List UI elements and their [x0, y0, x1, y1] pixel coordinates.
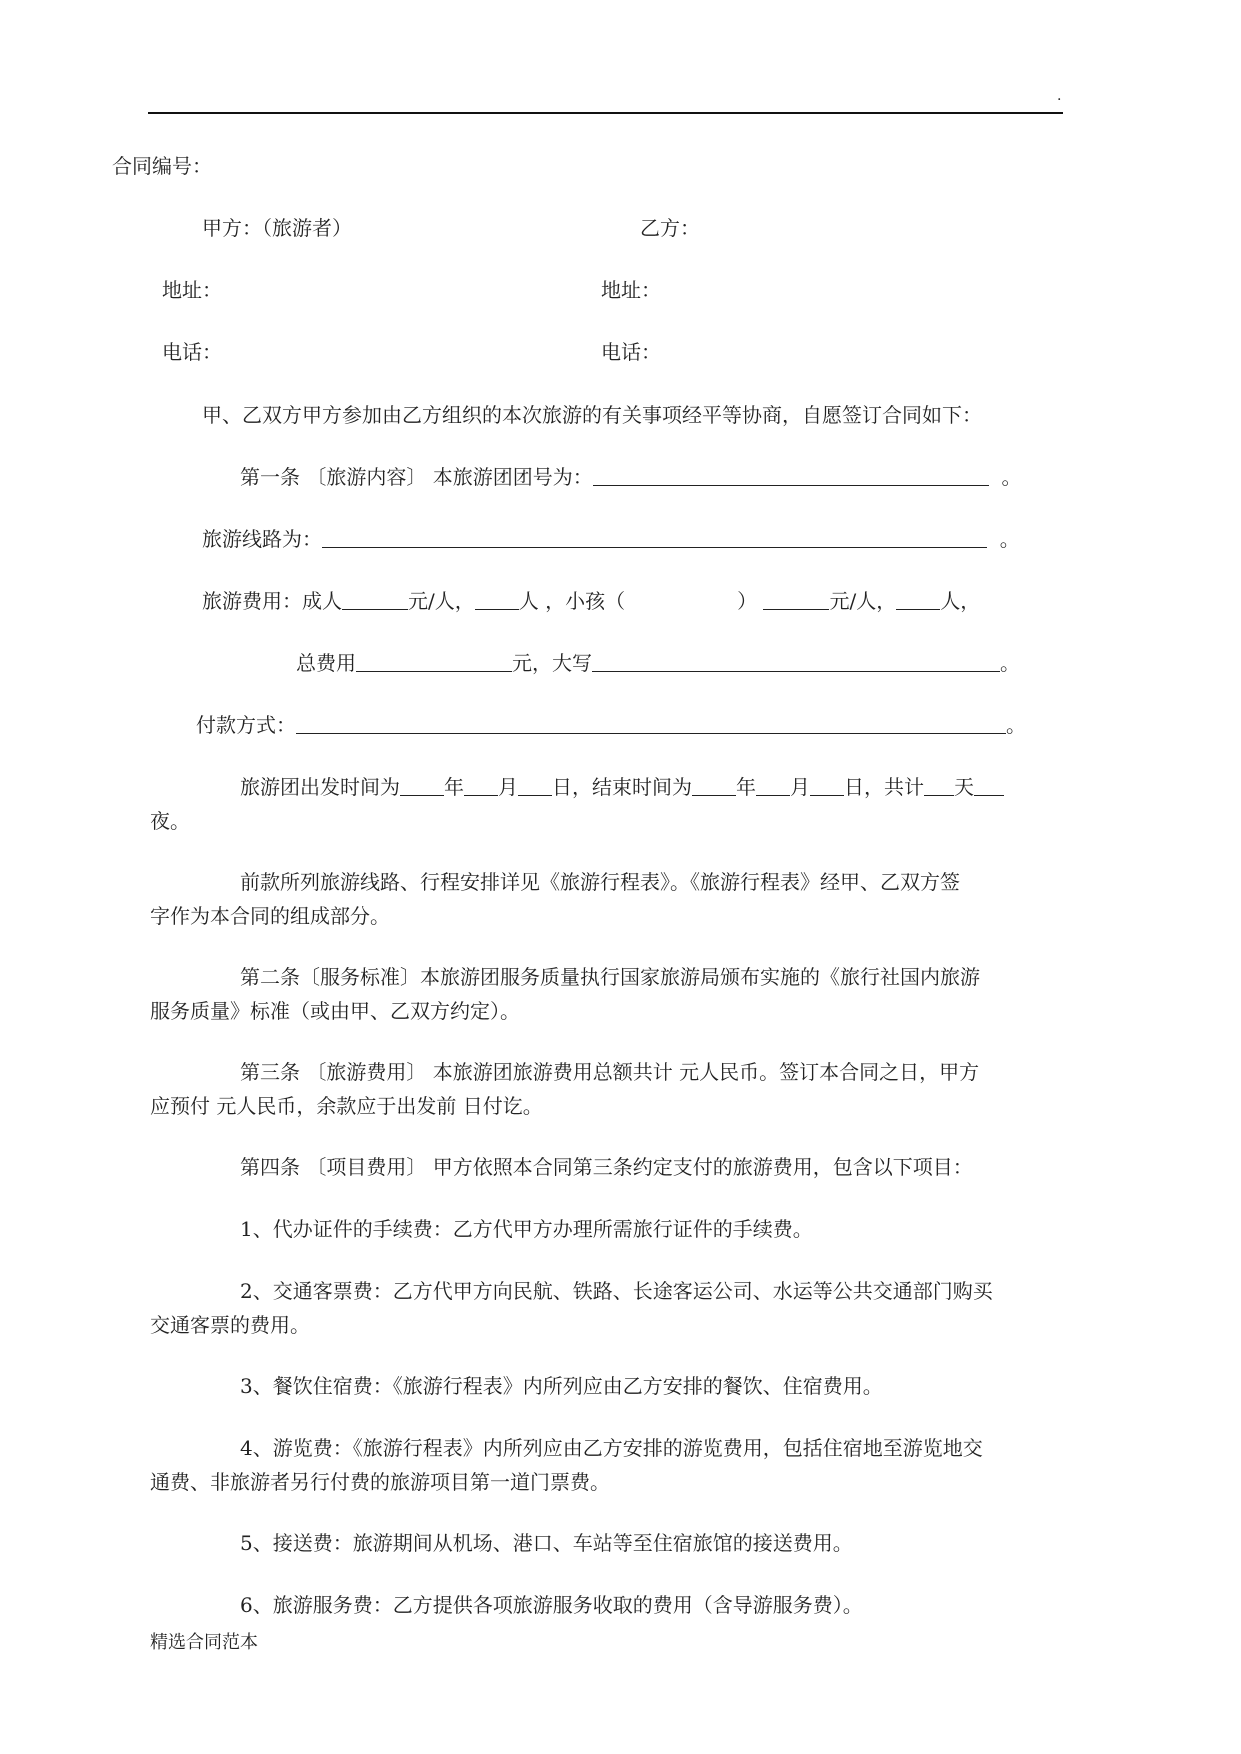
days-blank — [924, 775, 954, 796]
item-3: 3、餐饮住宿费：《旅游行程表》内所列应由乙方安排的餐饮、住宿费用。 — [240, 1374, 883, 1398]
total-label: 总费用 — [296, 651, 356, 675]
adult-price-blank — [342, 589, 408, 610]
schedule-night: 夜。 — [150, 809, 190, 833]
item-2-line-2: 交通客票的费用。 — [150, 1313, 310, 1337]
schedule-line — [240, 773, 1004, 801]
article-3-line-2: 应预付 元人民币，余款应于出发前 日付讫。 — [150, 1094, 543, 1118]
total-yuan: 元，大写 — [512, 651, 592, 675]
phone-a-label: 电话： — [162, 340, 222, 364]
schedule-days: 天 — [954, 775, 974, 799]
total-amount-blank — [356, 651, 512, 672]
total-end: 。 — [1000, 651, 1020, 675]
header-rule — [148, 112, 1063, 114]
item-2-line-1: 2、交通客票费：乙方代甲方向民航、铁路、长途客运公司、水运等公共交通部门购买 — [240, 1279, 993, 1303]
payment-label: 付款方式： — [196, 713, 296, 737]
fee-yuan-per: 元/人， — [408, 589, 475, 613]
contract-number-label: 合同编号： — [112, 154, 212, 178]
article-2-line-2: 服务质量》标准（或由甲、乙双方约定）。 — [150, 999, 520, 1023]
fee-yuan-per-2: 元/人， — [829, 589, 897, 613]
start-day-blank — [518, 775, 552, 796]
fee-ren: 人 ，小孩（ — [518, 589, 626, 613]
route-end: 。 — [999, 527, 1020, 551]
nights-blank — [974, 775, 1004, 796]
route-line — [202, 525, 1020, 553]
item-4-line-2: 通费、非旅游者另行付费的旅游项目第一道门票费。 — [150, 1470, 610, 1494]
payment-line — [196, 711, 1026, 739]
schedule-year-2: 年 — [736, 775, 756, 799]
end-year-blank — [692, 775, 736, 796]
party-a-label: 甲方：（旅游者） — [202, 216, 352, 240]
item-5: 5、接送费：旅游期间从机场、港口、车站等至住宿旅馆的接送费用。 — [240, 1531, 853, 1555]
article-4: 第四条 〔项目费用〕 甲方依照本合同第三条约定支付的旅游费用，包含以下项目： — [240, 1155, 973, 1179]
adult-count-blank — [475, 589, 519, 610]
payment-end: 。 — [1006, 713, 1026, 737]
fee-ren-2: 人， — [940, 589, 981, 613]
payment-blank — [296, 713, 1006, 734]
end-month-blank — [756, 775, 790, 796]
group-number-blank — [593, 465, 989, 486]
article-2-line-1: 第二条〔服务标准〕本旅游团服务质量执行国家旅游局颁布实施的《旅行社国内旅游 — [240, 965, 980, 989]
itinerary-paragraph-2: 字作为本合同的组成部分。 — [150, 904, 390, 928]
item-6: 6、旅游服务费：乙方提供各项旅游服务收取的费用（含导游服务费）。 — [240, 1593, 863, 1617]
item-1: 1、代办证件的手续费：乙方代甲方办理所需旅行证件的手续费。 — [240, 1217, 813, 1241]
end-day-blank — [810, 775, 844, 796]
header-dot: . — [1057, 88, 1062, 104]
itinerary-paragraph-1: 前款所列旅游线路、行程安排详见《旅游行程表》。《旅游行程表》经甲、乙双方签 — [240, 870, 960, 894]
fee-label: 旅游费用：成人 — [202, 589, 342, 613]
schedule-month-2: 月 — [790, 775, 810, 799]
phone-b-label: 电话： — [601, 340, 661, 364]
fee-close: ） — [737, 589, 758, 613]
article-1 — [240, 463, 1021, 491]
route-label: 旅游线路为： — [202, 527, 322, 551]
intro-paragraph: 甲、乙双方甲方参加由乙方组织的本次旅游的有关事项经平等协商，自愿签订合同如下： — [202, 403, 982, 427]
schedule-start: 旅游团出发时间为 — [240, 775, 400, 799]
schedule-total: 日，共计 — [844, 775, 924, 799]
article-1-end: 。 — [1001, 465, 1022, 489]
route-blank — [322, 527, 987, 548]
address-a-label: 地址： — [162, 278, 222, 302]
schedule-month: 月 — [498, 775, 518, 799]
party-b-label: 乙方： — [640, 216, 700, 240]
address-b-label: 地址： — [601, 278, 661, 302]
child-price-blank — [763, 589, 829, 610]
start-month-blank — [464, 775, 498, 796]
schedule-year: 年 — [444, 775, 464, 799]
total-capital-blank — [592, 651, 1000, 672]
start-year-blank — [400, 775, 444, 796]
article-1-text: 第一条 〔旅游内容〕 本旅游团团号为： — [240, 465, 593, 489]
item-4-line-1: 4、游览费：《旅游行程表》内所列应由乙方安排的游览费用，包括住宿地至游览地交 — [240, 1436, 983, 1460]
total-line — [296, 649, 1020, 677]
article-3-line-1: 第三条 〔旅游费用〕 本旅游团旅游费用总额共计 元人民币。签订本合同之日，甲方 — [240, 1060, 980, 1084]
fee-line — [202, 587, 980, 615]
child-count-blank — [896, 589, 940, 610]
footer-text: 精选合同范本 — [150, 1632, 258, 1653]
schedule-end-label: 日，结束时间为 — [552, 775, 692, 799]
